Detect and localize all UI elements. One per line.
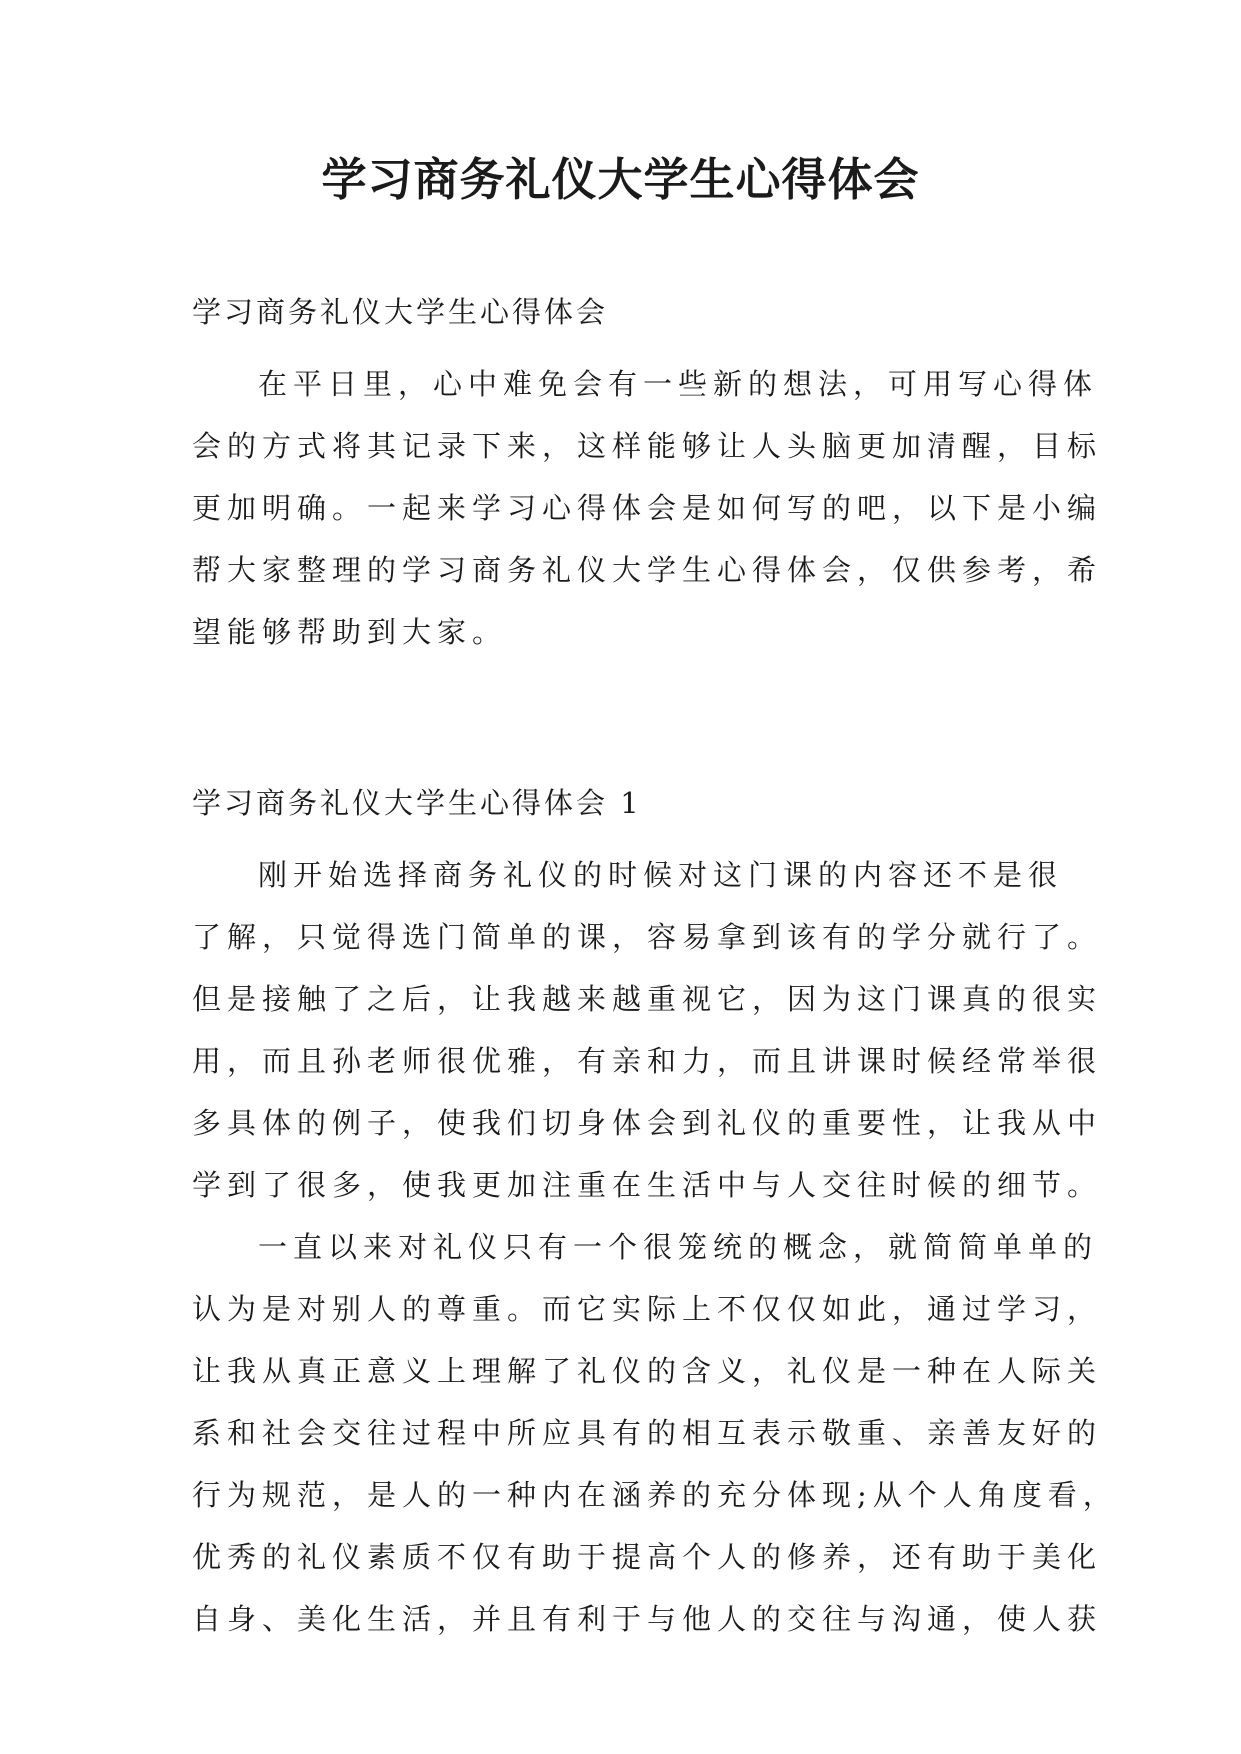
paragraph-line: 一直以来对礼仪只有一个很笼统的概念，就简简单单的 xyxy=(258,1230,1099,1264)
paragraph-line: 用，而且孙老师很优雅，有亲和力，而且讲课时候经常举很 xyxy=(192,1044,1103,1078)
section-spacer xyxy=(192,663,1062,783)
paragraph-line: 更加明确。一起来学习心得体会是如何写的吧，以下是小编 xyxy=(192,491,1103,525)
paragraph-line: 自身、美化生活，并且有利于与他人的交往与沟通，使人获 xyxy=(192,1602,1103,1636)
document-body xyxy=(192,292,1118,1650)
paragraph-line: 刚开始选择商务礼仪的时候对这门课的内容还不是很 xyxy=(258,858,1064,892)
paragraph-line: 但是接触了之后，让我越来越重视它，因为这门课真的很实 xyxy=(192,982,1103,1016)
intro-paragraph xyxy=(192,353,1103,663)
paragraph-line: 行为规范，是人的一种内在涵养的充分体现;从个人角度看， xyxy=(192,1478,1118,1512)
paragraph-line: 望能够帮助到大家。 xyxy=(192,615,508,649)
page-title: 学习商务礼仪大学生心得体会 xyxy=(321,153,920,206)
intro-heading: 学习商务礼仪大学生心得体会 xyxy=(192,295,609,329)
paragraph-line: 学到了很多，使我更加注重在生活中与人交往时候的细节。 xyxy=(192,1168,1103,1202)
section1-paragraph-2 xyxy=(192,1216,1118,1650)
section-heading: 学习商务礼仪大学生心得体会 1 xyxy=(192,786,642,820)
paragraph-line: 系和社会交往过程中所应具有的相互表示敬重、亲善友好的 xyxy=(192,1416,1103,1450)
paragraph-line: 认为是对别人的尊重。而它实际上不仅仅如此，通过学习， xyxy=(192,1292,1103,1326)
paragraph-line: 在平日里，心中难免会有一些新的想法，可用写心得体 xyxy=(258,367,1099,401)
paragraph-line: 了解，只觉得选门简单的课，容易拿到该有的学分就行了。 xyxy=(192,920,1103,954)
section1-paragraph-1 xyxy=(192,844,1103,1216)
paragraph-line: 帮大家整理的学习商务礼仪大学生心得体会，仅供参考，希 xyxy=(192,553,1103,587)
paragraph-line: 优秀的礼仪素质不仅有助于提高个人的修养，还有助于美化 xyxy=(192,1540,1103,1574)
paragraph-line: 会的方式将其记录下来，这样能够让人头脑更加清醒，目标 xyxy=(192,429,1103,463)
paragraph-line: 让我从真正意义上理解了礼仪的含义，礼仪是一种在人际关 xyxy=(192,1354,1103,1388)
paragraph-line: 多具体的例子，使我们切身体会到礼仪的重要性，让我从中 xyxy=(192,1106,1103,1140)
